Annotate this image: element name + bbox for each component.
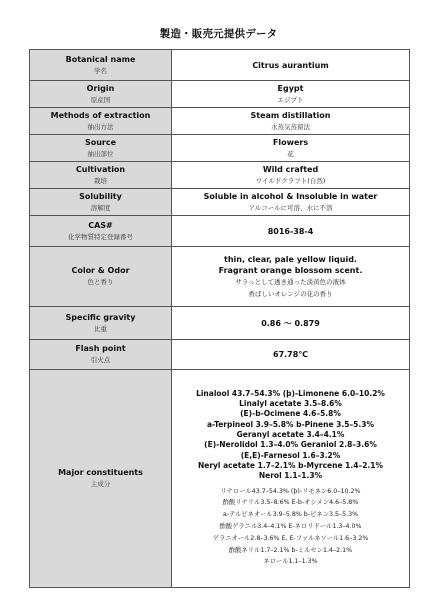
label-ja: 色と香り (87, 278, 114, 286)
label-en: Major constituents (58, 468, 143, 477)
constituent-ja-line: リナロール43.7–54.3% (þ)-リモネン6.0–10.2% (220, 487, 361, 495)
label-en: Flash point (75, 344, 126, 353)
value-ja: エジプト (277, 95, 304, 104)
table-row-major-constituents (30, 370, 410, 588)
value-cell (172, 247, 410, 307)
value-en-line: thin, clear, pale yellow liquid. (224, 254, 357, 264)
constituent-ja-line: 酢酸リナリル3.5–8.6% E-b-オシメン4.6–5.8% (222, 499, 359, 507)
value-cell (172, 189, 410, 216)
label-cell (30, 81, 172, 108)
value-en: Steam distillation (250, 110, 331, 120)
value-cell (172, 340, 410, 370)
constituent-en-line: (E,E)-Farnesol 1.6–3.2% (240, 450, 341, 460)
value-cell (172, 307, 410, 340)
label-cell (30, 216, 172, 247)
value-ja: 水蒸気蒸留法 (271, 122, 310, 131)
label-en: Solubility (79, 191, 122, 201)
table-row-solubility (30, 189, 410, 216)
value-en: Citrus aurantium (252, 60, 329, 70)
value-en-line: Fragrant orange blossom scent. (218, 265, 363, 275)
label-ja: 主成分 (90, 480, 111, 488)
constituent-ja-line: ネロール1.1–1.3% (263, 558, 318, 566)
value-ja-line: 香ばしいオレンジの花の香り (248, 289, 333, 298)
table-row-cultivation (30, 162, 410, 189)
label-ja: 学名 (94, 66, 107, 75)
value-en: Soluble in alcohol & Insoluble in water (203, 191, 378, 201)
value-cell (172, 50, 410, 81)
specification-table (29, 49, 410, 588)
value-cell (172, 370, 410, 588)
document-title: 製造・販売元提供データ (159, 28, 278, 40)
value-en: Flowers (272, 137, 309, 147)
label-en: Botanical name (65, 54, 136, 64)
value-en: 0.86 ～ 0.879 (261, 318, 320, 328)
value-en: Wild crafted (262, 164, 319, 174)
table-row-specific-gravity (30, 307, 410, 340)
constituent-en-line: Neryl acetate 1.7–2.1% b-Myrcene 1.4–2.1% (197, 460, 384, 470)
label-cell (30, 247, 172, 307)
label-en: CAS# (88, 220, 113, 230)
value-en: 8016-38-4 (267, 226, 314, 236)
constituent-ja-line: 酢酸ネリル1.7–2.1% b-ミルセン1.4–2.1% (228, 546, 353, 554)
label-ja: 引火点 (90, 356, 111, 364)
constituent-ja-line: 酢酸ゲラニル3.4–4.1% E-ネロリドール1.3–4.0% (219, 522, 362, 530)
constituent-en-line: Linalyl acetate 3.5–8.6% (239, 399, 342, 409)
label-ja: 栽培 (94, 176, 107, 185)
label-ja: 比重 (94, 324, 107, 333)
label-ja: 溶解度 (90, 203, 111, 212)
label-ja: 抽出部位 (87, 149, 114, 158)
table-row-botanical-name (30, 50, 410, 81)
value-cell (172, 108, 410, 135)
label-ja: 化学物質特定登録番号 (68, 232, 133, 241)
label-cell (30, 50, 172, 81)
value-cell (172, 162, 410, 189)
constituent-en-line: a-Terpineol 3.9–5.8% b-Pinene 3.5–5.3% (207, 419, 374, 429)
table-row-methods-of-extraction (30, 108, 410, 135)
label-cell (30, 162, 172, 189)
constituent-en-line: Nerol 1.1–1.3% (258, 471, 323, 481)
label-en: Specific gravity (65, 312, 136, 322)
constituent-en-line: Linalool 43.7–54.3% (þ)-Limonene 6.0–10.2% (196, 388, 385, 398)
label-cell (30, 189, 172, 216)
value-ja: 花 (287, 149, 294, 158)
constituent-en-line: (E)-b-Ocimene 4.6–5.8% (240, 409, 341, 419)
label-cell (30, 108, 172, 135)
label-cell (30, 370, 172, 588)
table-row-color-odor (30, 247, 410, 307)
table-row-cas-number (30, 216, 410, 247)
value-cell (172, 81, 410, 108)
constituent-en-line: (E)-Nerolidol 1.3–4.0% Geraniol 2.8–3.6% (204, 440, 377, 450)
label-en: Source (84, 137, 117, 147)
value-cell (172, 135, 410, 162)
value-ja-line: サラっとして透き通った淡黄色の液体 (235, 277, 346, 286)
label-ja: 原産国 (90, 95, 111, 104)
value-ja: アルコールに可溶、水に不溶 (248, 203, 333, 212)
table-row-origin (30, 81, 410, 108)
table-row-source (30, 135, 410, 162)
constituent-en-line: Geranyl acetate 3.4–4.1% (236, 430, 345, 440)
label-ja: 抽出方法 (87, 122, 114, 131)
label-cell (30, 135, 172, 162)
value-en: Egypt (277, 83, 304, 93)
label-en: Color & Odor (71, 266, 130, 275)
label-en: Methods of extraction (50, 110, 151, 120)
constituent-ja-line: a-テルピネオール3.9–5.8% b-ピネン3.5–5.3% (222, 511, 359, 519)
label-cell (30, 307, 172, 340)
value-ja: ワイルドクラフト(自然) (255, 176, 326, 185)
value-en: 67.78℃ (273, 350, 308, 359)
label-en: Cultivation (75, 164, 126, 174)
constituent-ja-line: ゲラニオール2.8–3.6% E, E-ファルネソール1.6–3.2% (212, 534, 369, 542)
label-cell (30, 340, 172, 370)
label-en: Origin (86, 83, 115, 93)
value-cell (172, 216, 410, 247)
table-row-flash-point (30, 340, 410, 370)
